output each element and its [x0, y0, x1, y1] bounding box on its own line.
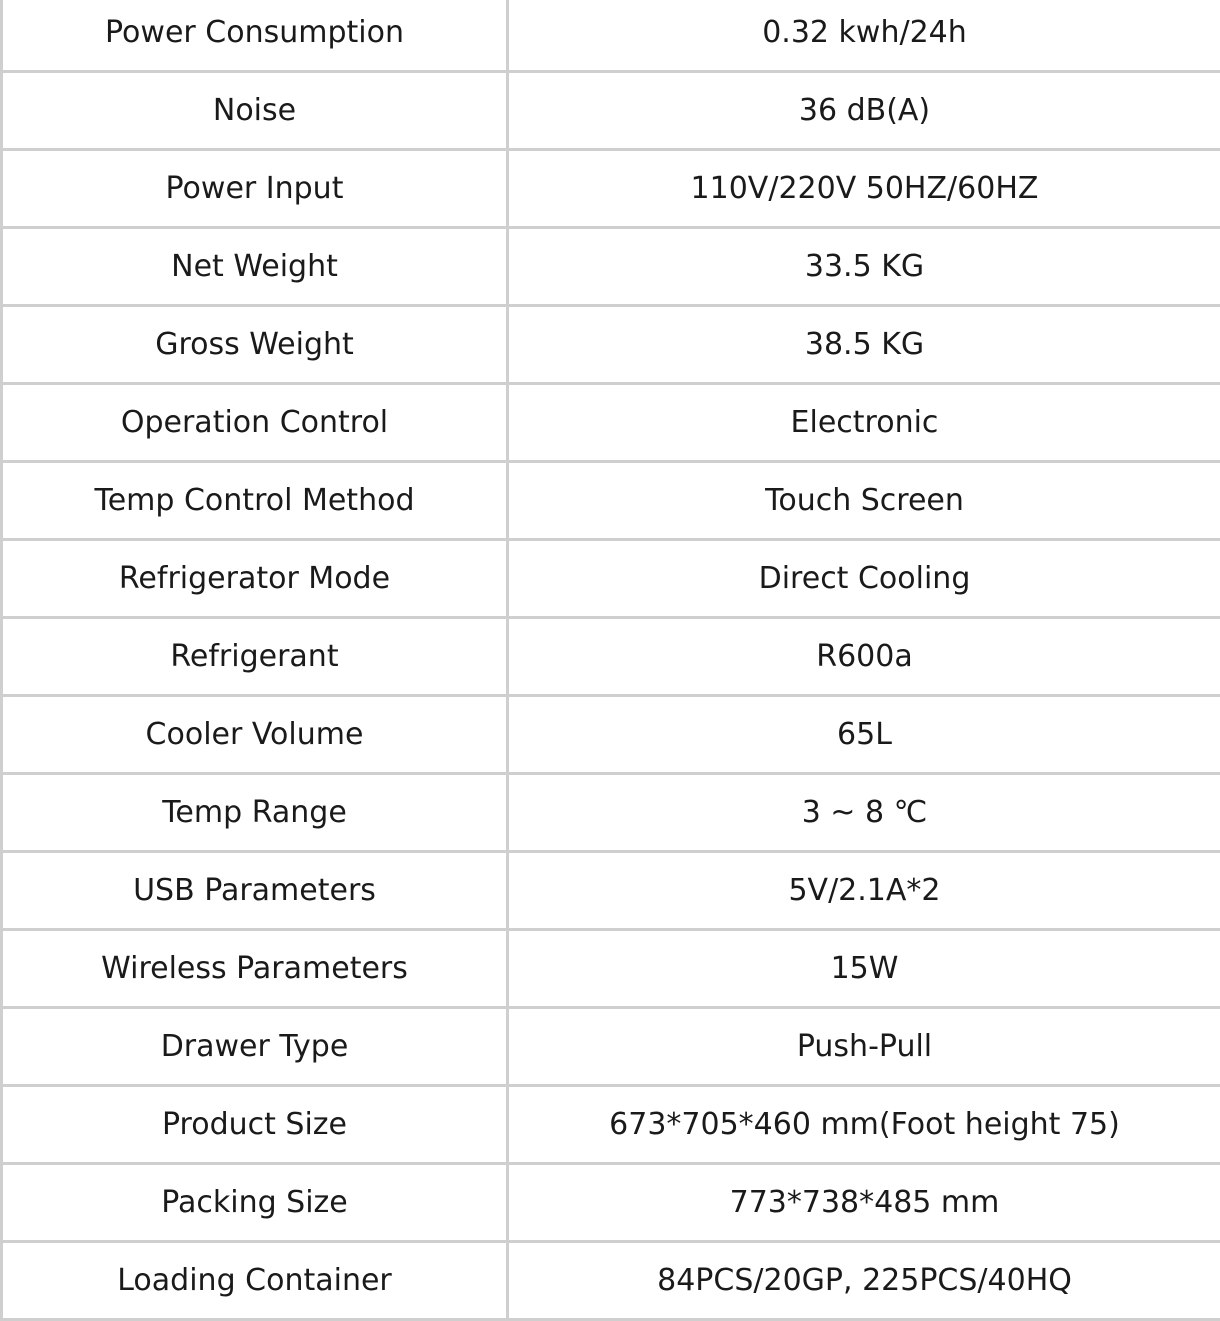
spec-value: 33.5 KG	[508, 228, 1220, 306]
spec-value: 773*738*485 mm	[508, 1164, 1220, 1242]
spec-value: 0.32 kwh/24h	[508, 0, 1220, 72]
spec-label: Refrigerator Mode	[2, 540, 508, 618]
table-row	[2, 930, 1220, 1008]
spec-value: 3 ~ 8 ℃	[508, 774, 1220, 852]
spec-label: Noise	[2, 72, 508, 150]
spec-value: 84PCS/20GP, 225PCS/40HQ	[508, 1242, 1220, 1320]
spec-label: Operation Control	[2, 384, 508, 462]
spec-value: Electronic	[508, 384, 1220, 462]
spec-value: Push-Pull	[508, 1008, 1220, 1086]
table-row	[2, 1242, 1220, 1320]
spec-value: 65L	[508, 696, 1220, 774]
spec-label: Cooler Volume	[2, 696, 508, 774]
table-row	[2, 1164, 1220, 1242]
spec-value: Touch Screen	[508, 462, 1220, 540]
spec-label: Temp Range	[2, 774, 508, 852]
table-row	[2, 72, 1220, 150]
table-row	[2, 0, 1220, 72]
spec-value: 15W	[508, 930, 1220, 1008]
spec-value: R600a	[508, 618, 1220, 696]
spec-label: Gross Weight	[2, 306, 508, 384]
spec-label: Refrigerant	[2, 618, 508, 696]
spec-value: 38.5 KG	[508, 306, 1220, 384]
table-row	[2, 540, 1220, 618]
table-row	[2, 1086, 1220, 1164]
spec-label: Packing Size	[2, 1164, 508, 1242]
spec-label: Net Weight	[2, 228, 508, 306]
spec-label: Product Size	[2, 1086, 508, 1164]
table-row	[2, 696, 1220, 774]
spec-label: Loading Container	[2, 1242, 508, 1320]
spec-value: Direct Cooling	[508, 540, 1220, 618]
table-row	[2, 150, 1220, 228]
spec-value: 5V/2.1A*2	[508, 852, 1220, 930]
table-row	[2, 852, 1220, 930]
table-row	[2, 462, 1220, 540]
spec-label: Drawer Type	[2, 1008, 508, 1086]
spec-value: 110V/220V 50HZ/60HZ	[508, 150, 1220, 228]
spec-label: Temp Control Method	[2, 462, 508, 540]
spec-label: USB Parameters	[2, 852, 508, 930]
table-row	[2, 306, 1220, 384]
spec-label: Wireless Parameters	[2, 930, 508, 1008]
table-row	[2, 1008, 1220, 1086]
spec-value: 673*705*460 mm(Foot height 75)	[508, 1086, 1220, 1164]
spec-label: Power Consumption	[2, 0, 508, 72]
spec-label: Power Input	[2, 150, 508, 228]
table-row	[2, 618, 1220, 696]
table-row	[2, 384, 1220, 462]
table-row	[2, 228, 1220, 306]
table-row	[2, 774, 1220, 852]
spec-value: 36 dB(A)	[508, 72, 1220, 150]
